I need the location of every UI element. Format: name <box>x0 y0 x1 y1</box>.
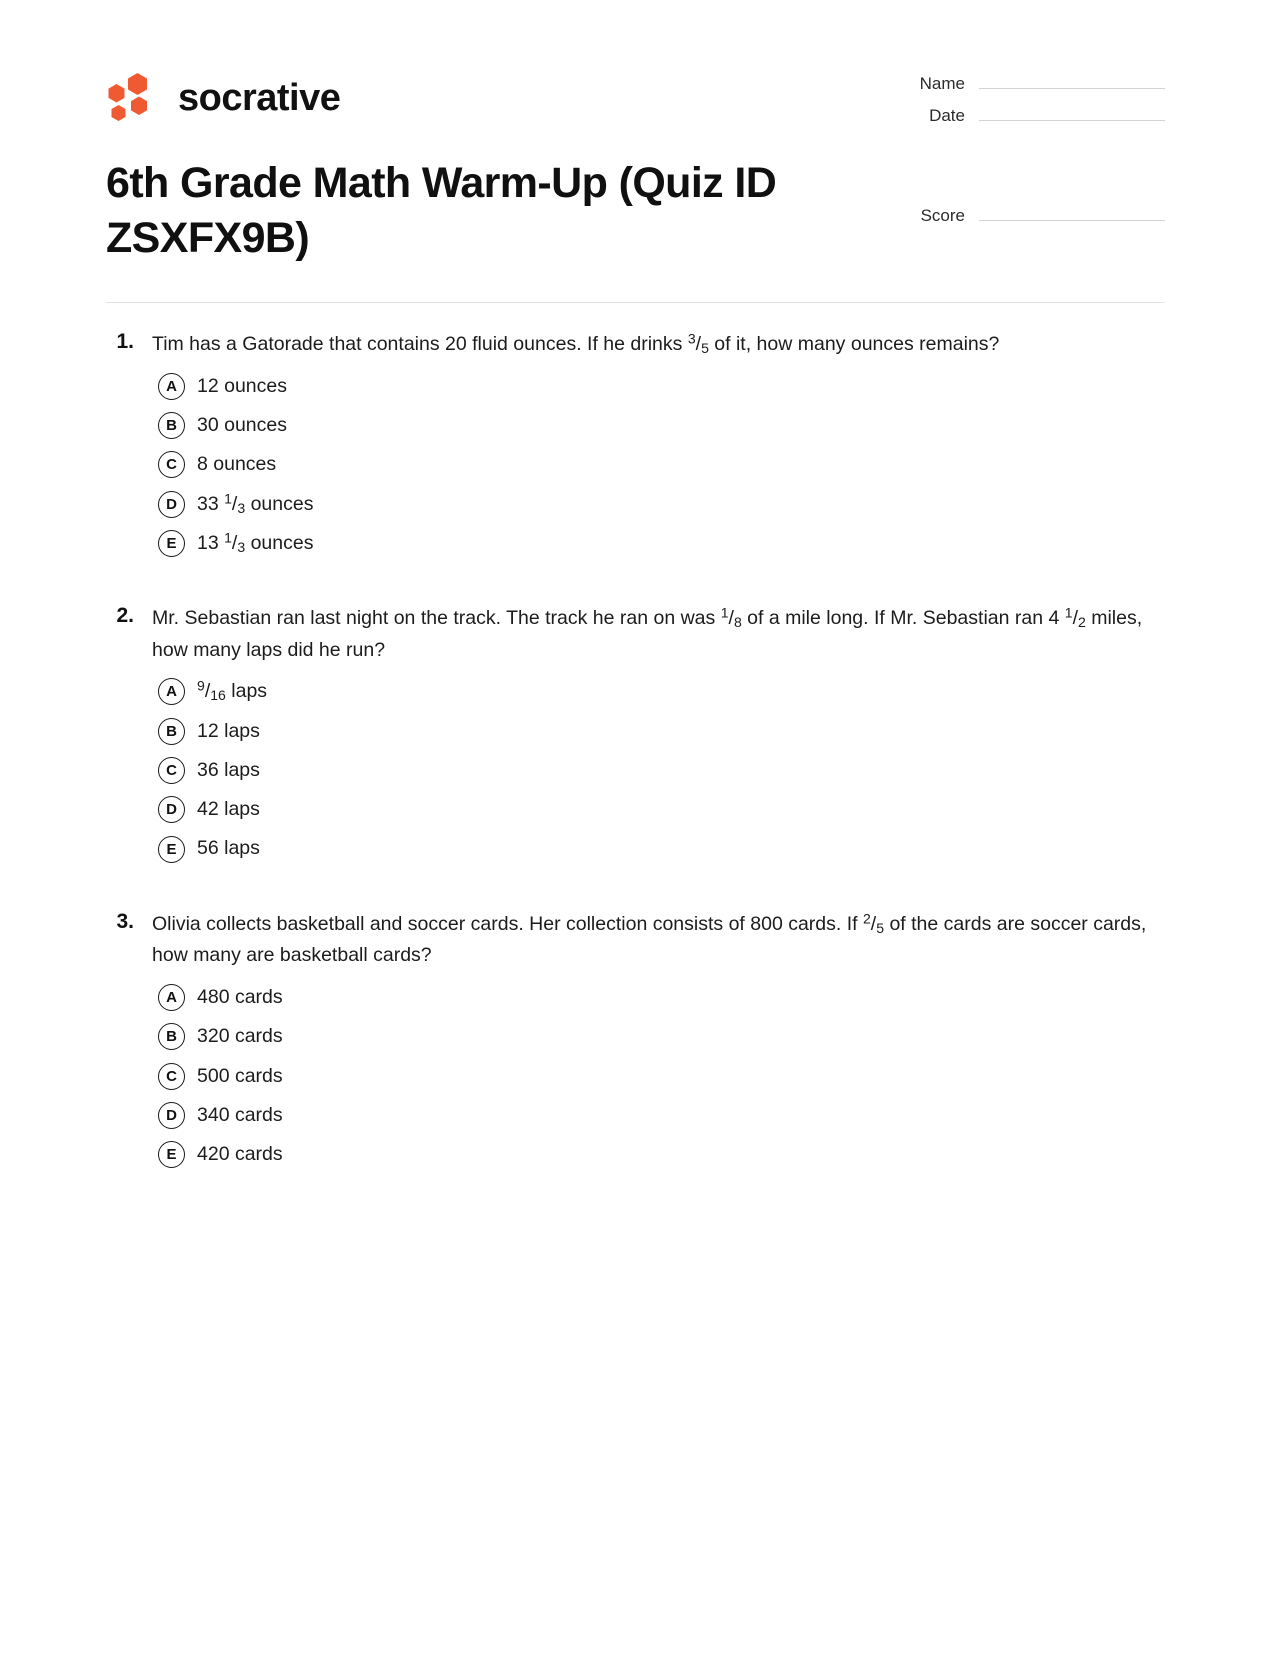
option-bubble-b[interactable]: B <box>158 718 185 745</box>
question-fraction: $^1/_8$ <box>720 604 742 631</box>
option-label <box>197 530 313 557</box>
name-field-row <box>865 72 1165 94</box>
score-field <box>865 156 1165 236</box>
question-fraction: $^1/_2$ <box>1064 604 1086 631</box>
option-label <box>197 491 313 518</box>
question-number: 2. <box>116 604 134 628</box>
answer-option-c[interactable] <box>106 451 1165 478</box>
student-fields <box>865 62 1165 136</box>
option-text: laps <box>225 680 268 703</box>
option-text: ounces <box>245 531 314 554</box>
option-label <box>197 796 260 823</box>
option-text: 420 cards <box>197 1143 283 1166</box>
option-text: 320 cards <box>197 1025 283 1048</box>
option-label <box>197 412 287 439</box>
question-text <box>144 909 1165 972</box>
option-text: 8 ounces <box>197 453 277 476</box>
option-text: 30 ounces <box>197 413 287 436</box>
date-field-input[interactable] <box>979 104 1165 121</box>
question-fraction: $^2/_5$ <box>862 910 885 936</box>
question-text: of a mile long. If Mr. Sebastian ran 4 <box>741 607 1065 630</box>
name-field-input[interactable] <box>979 72 1165 89</box>
option-bubble-d[interactable]: D <box>158 491 185 518</box>
option-bubble-a[interactable]: A <box>158 984 185 1011</box>
option-text: 33 <box>197 492 225 515</box>
answer-option-a[interactable] <box>106 678 1165 705</box>
option-label <box>197 1063 283 1090</box>
option-text: 480 cards <box>197 985 283 1008</box>
question-text: Olivia collects basketball and soccer cards. Her collection consists of 800 cards. If <box>152 912 863 935</box>
option-label <box>197 1141 283 1168</box>
option-label <box>197 835 260 862</box>
page-title: 6th Grade Math Warm-Up (Quiz ID ZSXFX9B) <box>106 159 777 263</box>
answer-option-a[interactable] <box>106 984 1165 1011</box>
answer-options <box>106 678 1165 862</box>
answer-option-d[interactable] <box>106 796 1165 823</box>
answer-option-b[interactable] <box>106 718 1165 745</box>
question-text: Mr. Sebastian ran last night on the track. The track he ran on was <box>152 607 721 630</box>
option-bubble-b[interactable]: B <box>158 412 185 439</box>
option-bubble-b[interactable]: B <box>158 1023 185 1050</box>
question-text <box>144 329 1165 361</box>
answer-options <box>106 984 1165 1168</box>
option-label <box>197 451 276 478</box>
option-fraction: $^9/_{16}$ <box>197 677 226 704</box>
answer-option-e[interactable] <box>106 1141 1165 1168</box>
option-label <box>197 757 260 784</box>
option-bubble-c[interactable]: C <box>158 451 185 478</box>
score-field-label: Score <box>920 206 965 225</box>
brand-name: socrative <box>178 77 341 119</box>
score-field-input[interactable] <box>979 204 1165 221</box>
question-text: of the cards are soccer cards, how many are basketball cards? <box>152 912 1147 967</box>
answer-option-b[interactable] <box>106 1023 1165 1050</box>
question-number: 1. <box>116 330 134 354</box>
socrative-brand <box>106 70 340 126</box>
question-text: of it, how many ounces remains? <box>708 333 1000 356</box>
question-header <box>106 603 1165 666</box>
option-text: 42 laps <box>197 798 260 821</box>
answer-option-c[interactable] <box>106 757 1165 784</box>
question-header <box>106 329 1165 361</box>
question-fraction: $^3/_5$ <box>687 330 709 357</box>
option-label <box>197 373 287 400</box>
option-bubble-e[interactable]: E <box>158 1141 185 1168</box>
question-text: Tim has a Gatorade that contains 20 fluid ounces. If he drinks <box>152 333 688 356</box>
answer-option-c[interactable] <box>106 1063 1165 1090</box>
name-field-label: Name <box>919 74 965 93</box>
question-item <box>106 603 1165 863</box>
answer-option-e[interactable] <box>106 835 1165 862</box>
title-block <box>0 136 1275 266</box>
option-bubble-d[interactable]: D <box>158 1102 185 1129</box>
date-field-row <box>865 104 1165 126</box>
option-bubble-e[interactable]: E <box>158 836 185 863</box>
option-text: 500 cards <box>197 1064 283 1087</box>
question-number: 3. <box>116 909 134 933</box>
date-field-label: Date <box>929 106 965 125</box>
answer-option-d[interactable] <box>106 491 1165 518</box>
option-label <box>197 718 260 745</box>
option-label <box>197 984 283 1011</box>
questions-list <box>0 303 1275 1168</box>
answer-option-e[interactable] <box>106 530 1165 557</box>
option-text: 36 laps <box>197 758 260 781</box>
option-label <box>197 1023 283 1050</box>
socrative-hexagon-logo-icon <box>106 70 162 126</box>
option-bubble-a[interactable]: A <box>158 373 185 400</box>
option-bubble-d[interactable]: D <box>158 796 185 823</box>
option-fraction: $^1/_3$ <box>224 529 246 555</box>
option-text: 340 cards <box>197 1103 283 1126</box>
option-fraction: $^1/_3$ <box>224 490 246 516</box>
option-text: ounces <box>245 492 314 515</box>
page-header <box>0 0 1275 136</box>
answer-option-d[interactable] <box>106 1102 1165 1129</box>
option-label <box>197 678 267 705</box>
option-text: 12 laps <box>197 719 260 742</box>
option-text: 13 <box>197 531 225 554</box>
question-item <box>106 329 1165 557</box>
score-field-row <box>865 204 1165 226</box>
option-label <box>197 1102 283 1129</box>
option-bubble-c[interactable]: C <box>158 1063 185 1090</box>
option-bubble-a[interactable]: A <box>158 678 185 705</box>
question-item <box>106 909 1165 1169</box>
option-text: 12 ounces <box>197 374 287 397</box>
question-header <box>106 909 1165 972</box>
answer-option-a[interactable] <box>106 373 1165 400</box>
option-bubble-e[interactable]: E <box>158 530 185 557</box>
question-text: miles, how many laps did he run? <box>152 607 1143 661</box>
question-text <box>144 603 1165 666</box>
option-text: 56 laps <box>197 837 260 860</box>
option-bubble-c[interactable]: C <box>158 757 185 784</box>
answer-options <box>106 373 1165 557</box>
answer-option-b[interactable] <box>106 412 1165 439</box>
